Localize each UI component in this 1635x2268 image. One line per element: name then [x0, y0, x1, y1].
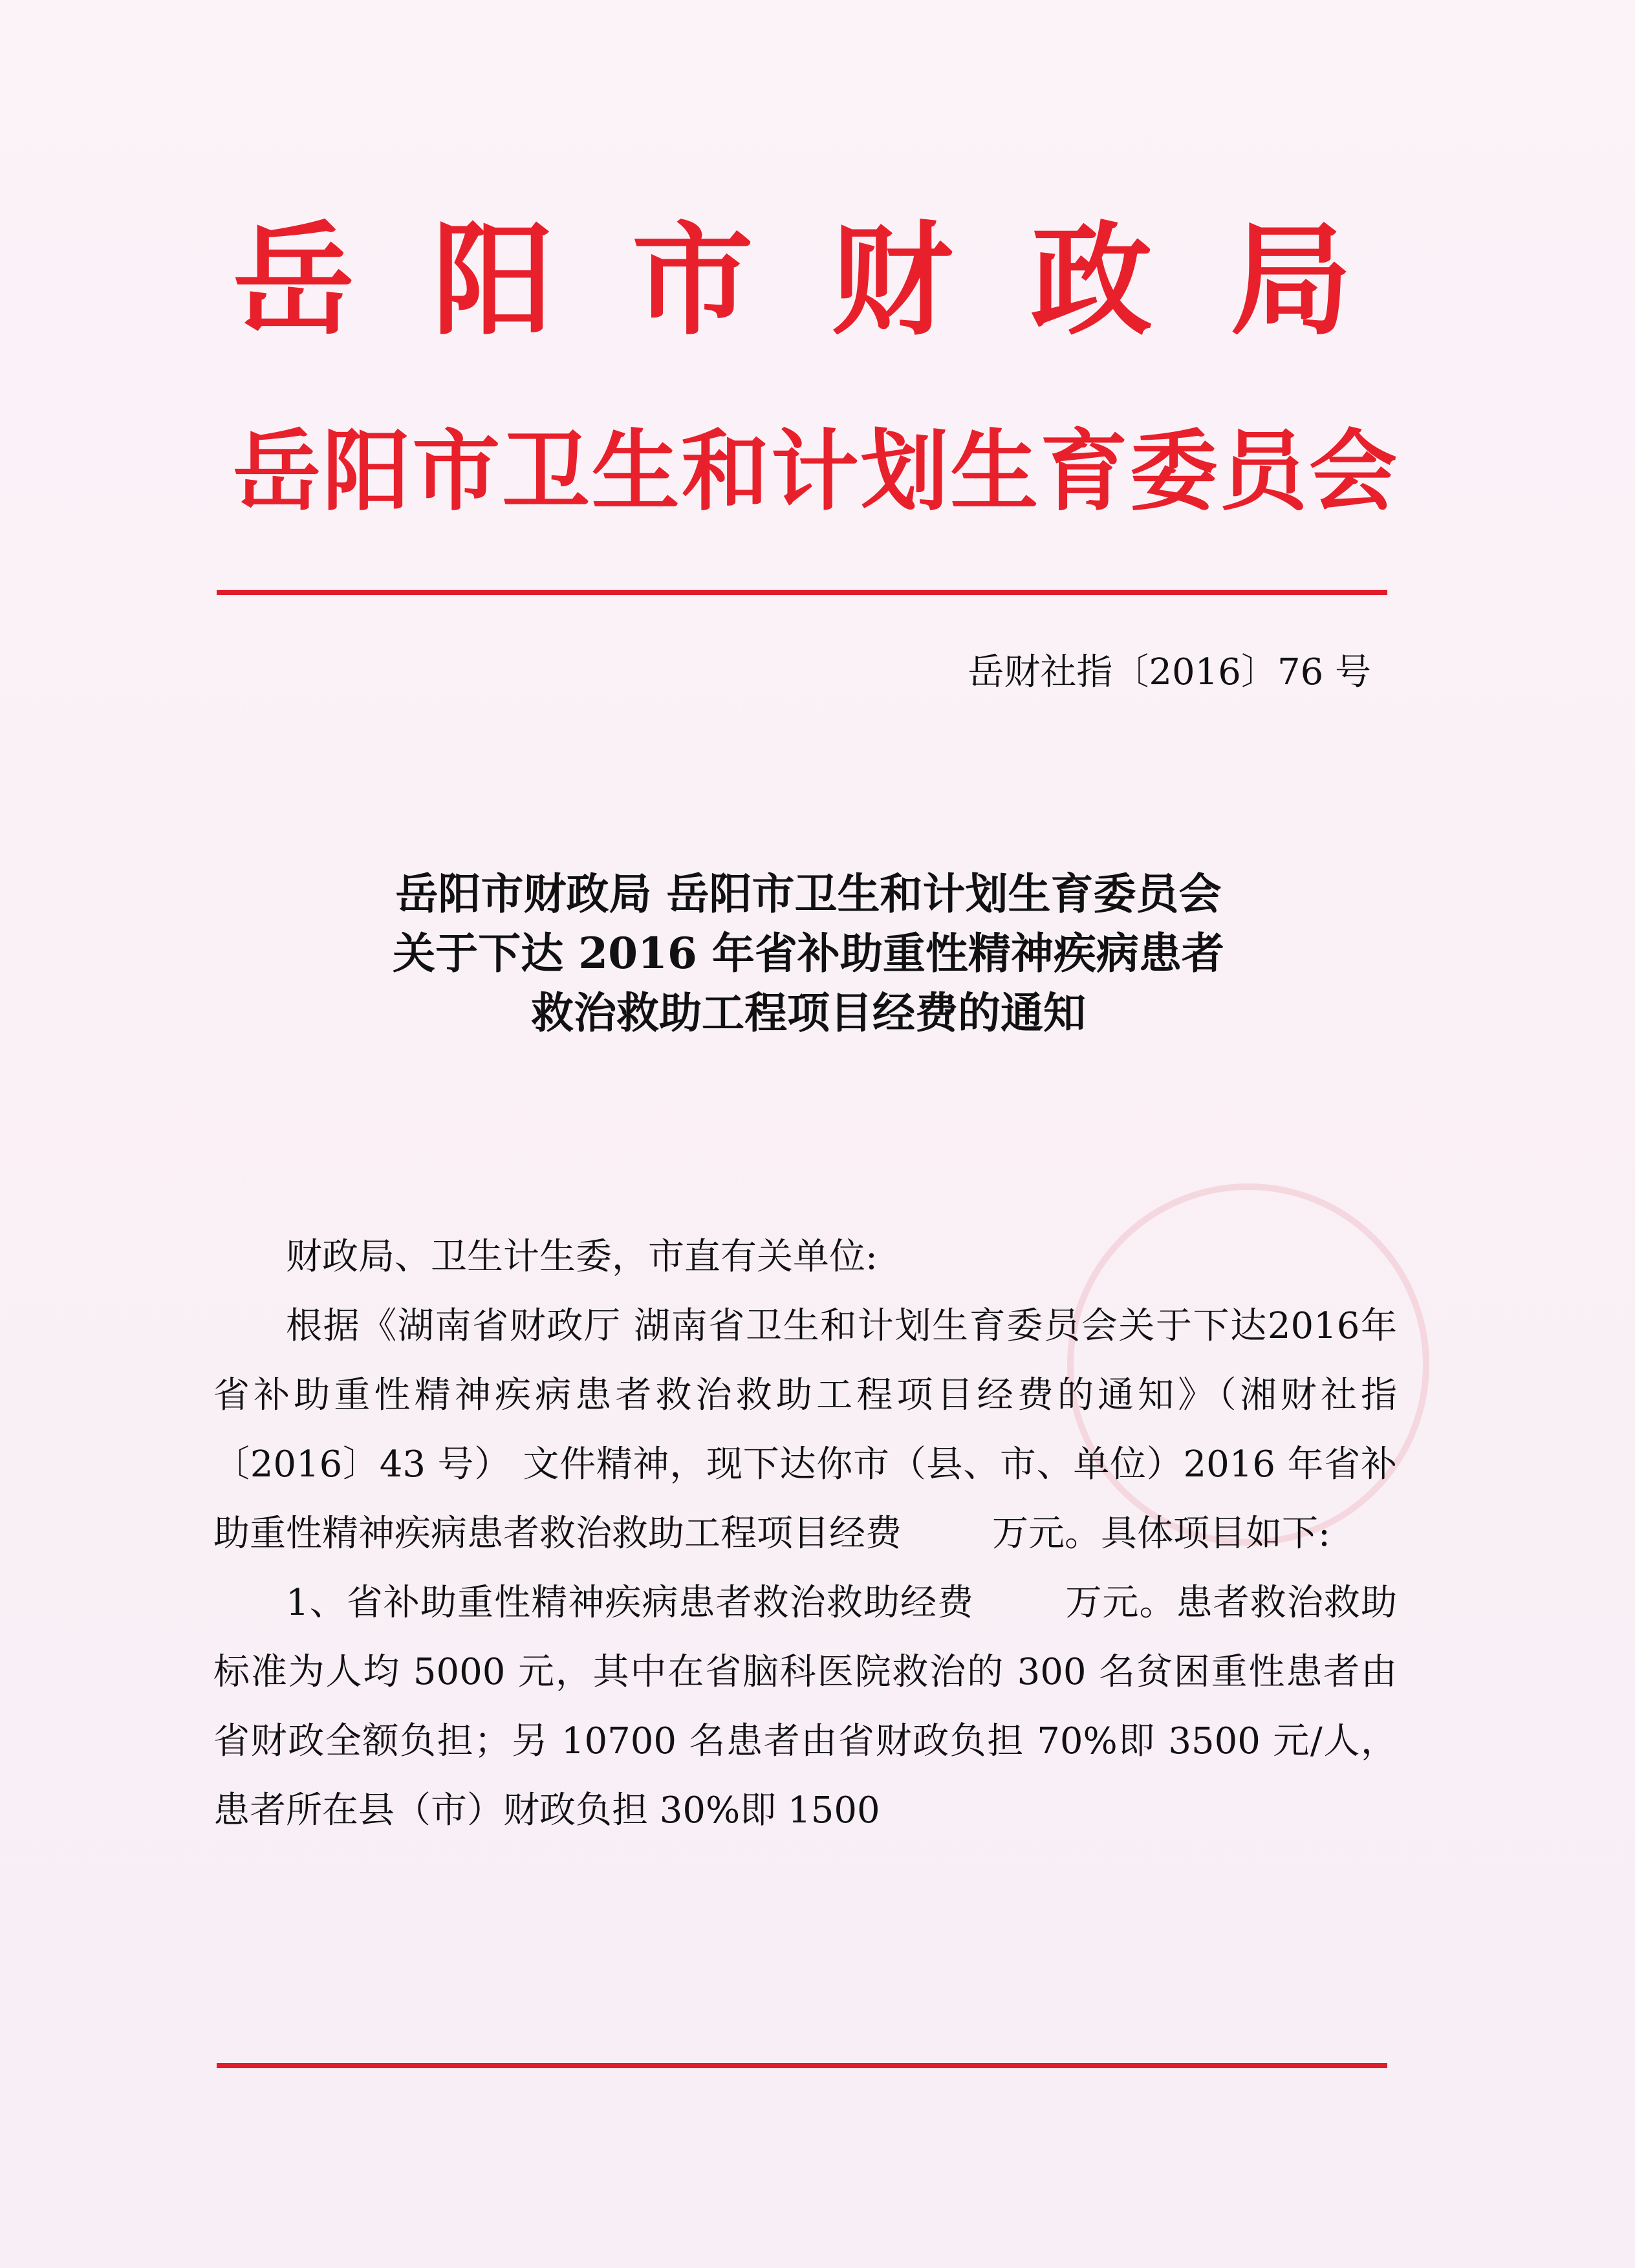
paragraph-item-1	[213, 1568, 1397, 1845]
title-line-1: 岳阳市财政局 岳阳市卫生和计划生育委员会	[395, 869, 1222, 919]
document-title	[213, 864, 1403, 1042]
document-number: 岳财社指〔2016〕76 号	[968, 651, 1371, 693]
salutation: 财政局、卫生计生委，市直有关单位:	[286, 1236, 878, 1278]
bleed-through-texture	[213, 220, 1391, 1190]
letterhead-finance-bureau: 岳阳市财政局	[233, 210, 1397, 352]
footer-divider-line	[217, 2063, 1387, 2068]
paragraph-basis-text: 根据《湖南省财政厅 湖南省卫生和计划生育委员会关于下达2016年省补助重性精神疾病患者救治救助工程项目经费的通知》（湘财社指〔2016〕43 号） 文件精神，现下达你市（县、市、单位）2016 年省补助重性精神疾病患者救治救助工程项目经费	[213, 1305, 1397, 1555]
paragraph-basis-tail: 万元。具体项目如下:	[992, 1513, 1330, 1555]
letterhead-divider-line	[217, 590, 1387, 595]
paragraph-item-1-text: 1、省补助重性精神疾病患者救治救助经费	[286, 1582, 975, 1624]
title-line-3: 救治救助工程项目经费的通知	[531, 988, 1086, 1038]
paragraph-item-1-tail: 万元。患者救治救助标准为人均 5000 元，其中在省脑科医院救治的 300 名贫困重性患者由省财政全额负担；另 10700 名患者由省财政负担 70%即 3500 元/人，患者所在县（市）财政负担 30%即 1500	[213, 1582, 1397, 1831]
title-line-2: 关于下达 2016 年省补助重性精神疾病患者	[393, 928, 1224, 978]
letterhead-health-commission: 岳阳市卫生和计划生育委员会	[233, 421, 1397, 523]
paragraph-basis	[213, 1291, 1397, 1568]
document-body	[213, 1222, 1397, 1845]
